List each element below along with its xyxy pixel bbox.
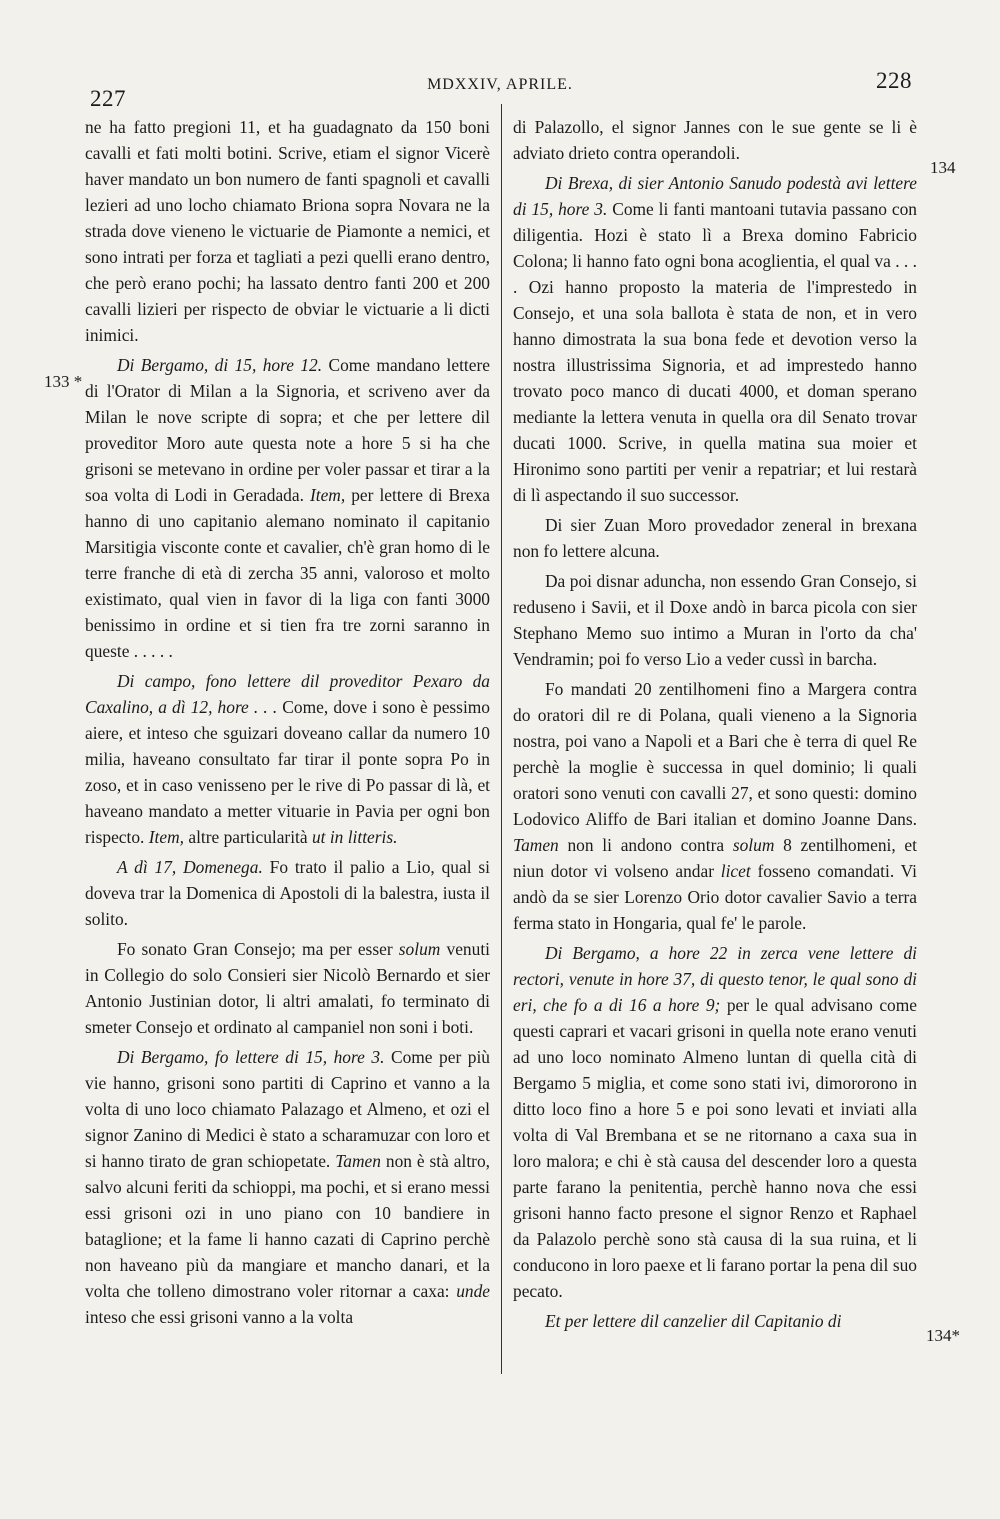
margin-note-133: 133 * [44,372,83,391]
page-number-left: 227 [90,86,126,111]
running-title: MDXXIV, APRILE. [427,76,573,93]
paragraph: Fo sonato Gran Consejo; ma per esser solum venuti in Collegio do solo Consieri sier Nicolò Bernardo et sier Antonio Justinian dotor, li altri amalati, fo terminato di smeter Consejo et ordinato al campaniel non soni i boti. [85,939,490,1037]
paragraph: A dì 17, Domenega. Fo trato il palio a Lio, qual si doveva trar la Domenica di Apostoli di la balestra, iusta il solito. [85,857,490,929]
right-column [513,114,917,1334]
paragraph: Di Bergamo, fo lettere di 15, hore 3. Come per più vie hanno, grisoni sono partiti di Caprino et vanno a la volta di uno loco chiamato Palazago et Almeno, et ozi el signor Zanino di Medici è stato a scharamuzar con loro et si hanno tirato de gran schiopetate. Tamen non è stà altro, salvo alcuni feriti da schioppi, ma pochi, et si erano messi essi grisoni ozi in uno piano con 10 bandiere in bataglione; et la fame li hanno cazati di Caprino perchè non haveano più da mangiare et mancho danari, et la volta che tolleno dimostrano voler ritornar a caxa: unde inteso che essi grisoni vanno a la volta [85,1047,491,1327]
paragraph: Di sier Zuan Moro provedador zeneral in brexana non fo lettere alcuna. [513,515,917,561]
margin-note-134b: 134* [926,1326,960,1345]
paragraph: Di Bergamo, di 15, hore 12. Come mandano lettere di l'Orator di Milan a la Signoria, et scriveno aver da Milan le nove scripte di sopra; et che per lettere dil proveditor Moro aute questa note a hore 5 si ha che grisoni se metevano in ordine per voler passar et tirar a la soa volta di Lodi in Geradada. Item, per lettere di Brexa hanno di uno capitanio alemano nominato il capitanio Marsitigia visconte conte et cavalier, ch'è gran homo di le terre franche di età di zercha 35 anni, valoroso et molto existimato, qual vien in favor di la liga con fanti 3000 benissimo in ordine et si tien fra tre zorni saranno in queste . . . . . [85,355,491,661]
paragraph: Fo mandati 20 zentilhomeni fino a Margera contra do oratori dil re di Polana, quali vieneno a la Signoria nostra, poi vano a Napoli et a Bari che è terra di quel Re perchè la moglie è successa in quel dominio; li quali oratori sono venuti con cavalli 27, et sono questi: domino Lodovico Aliffo de Bari italian et domino Joanne Dans. Tamen non li andono contra solum 8 zentilhomeni, et niun dotor vi volseno andar licet fosseno comandati. Vi andò da se sier Lorenzo Orio dotor cavalier Savio a terra ferma stato in Hongaria, qual fe' le parole. [513,679,917,933]
paragraph: Di campo, fono lettere dil proveditor Pexaro da Caxalino, a dì 12, hore . . . Come, dove i sono è pessimo aiere, et inteso che sguizari doveano callar da numero 10 milia, haveano consultato far tirar il ponte sopra Po in zoso, et in caso venisseno per le rive di Po passar di là, et haveano mandato a metter vituarie in Pavia per ogni bon rispecto. Item, altre particularità ut in litteris. [85,671,491,847]
paragraph: ne ha fatto pregioni 11, et ha guadagnato da 150 boni cavalli et fati molti botini. Scrive, etiam el signor Vicerè haver mandato un bon numero de fanti spagnoli et cavalli lezieri ad uno locho chiamato Briona sopra Novara ne la strada dove vieneno le victuarie de Piamonte a nemici, et sono intrati per forza et tagliati a pezi quelli erano dentro, che però erano pochi; ha lassato dentro fanti 200 et 200 cavalli lizieri per rispecto de obviar le victuarie a li dicti inimici. [85,117,490,345]
paragraph: Da poi disnar aduncha, non essendo Gran Consejo, si reduseno i Savii, et il Doxe andò in barca picola con sier Stephano Memo suo intimo a Muran in l'orto da cha' Vendramin; poi fo verso Lio a veder cussì in barcha. [513,571,917,669]
paragraph: Di Bergamo, a hore 22 in zerca vene lettere di rectori, venute in hore 37, di questo tenor, le qual sono di eri, che fo a di 16 a hore 9; per le qual advisano come questi caprari et vacari grisoni in quella note erano venuti ad uno loco nominato Almeno luntan di quella cità di Bergamo 5 miglia, et come sono stati ivi, dimororono in ditto loco fino a hore 5 e poi sono levati et inviati alla volta di Val Brembana et se ne ritornano a caxa sua in loro malora; e chi è stà causa del descender loro a questa parte farano la penitentia, perchè hanno nova che essi grisoni hanno facto presone el signor Renzo et Raphael da Palazolo perchè sono stà causa di la sua ruina, et li conducono in loro paexe et li farano portar la pena dil suo pecato. [513,943,917,1301]
paragraph: Et per lettere dil canzelier dil Capitanio di [545,1311,842,1331]
margin-note-134: 134 [930,158,956,177]
paragraph: Di Brexa, di sier Antonio Sanudo podestà avi lettere di 15, hore 3. Come li fanti mantoani tutavia passano con diligentia. Hozi è stato lì a Brexa domino Fabricio Colona; li hanno fato ogni bona acoglientia, el qual va . . . . Ozi hanno proposto la materia de l'imprestedo in Consejo, et una sola ballota è stata de non, et in vero hanno dimostrata la sua bona fede et devotion verso la nostra illustrissima Signoria, et ad imprestedo hanno trovato poco manco di ducati 4000, et doman sperano mediante la lettera venuta in quella ora dil Senato trovar ducati 1000. Scrive, in quella matina sua moier et Hironimo sono partiti per venir a repatriar; et lui restarà di lì aspectando il suo successor. [513,173,917,505]
column-separator [501,104,502,1374]
page-number-right: 228 [876,68,912,93]
left-column [85,114,490,1330]
paragraph: di Palazollo, el signor Jannes con le sue gente se li è adviato drieto contra operandoli. [513,117,917,163]
